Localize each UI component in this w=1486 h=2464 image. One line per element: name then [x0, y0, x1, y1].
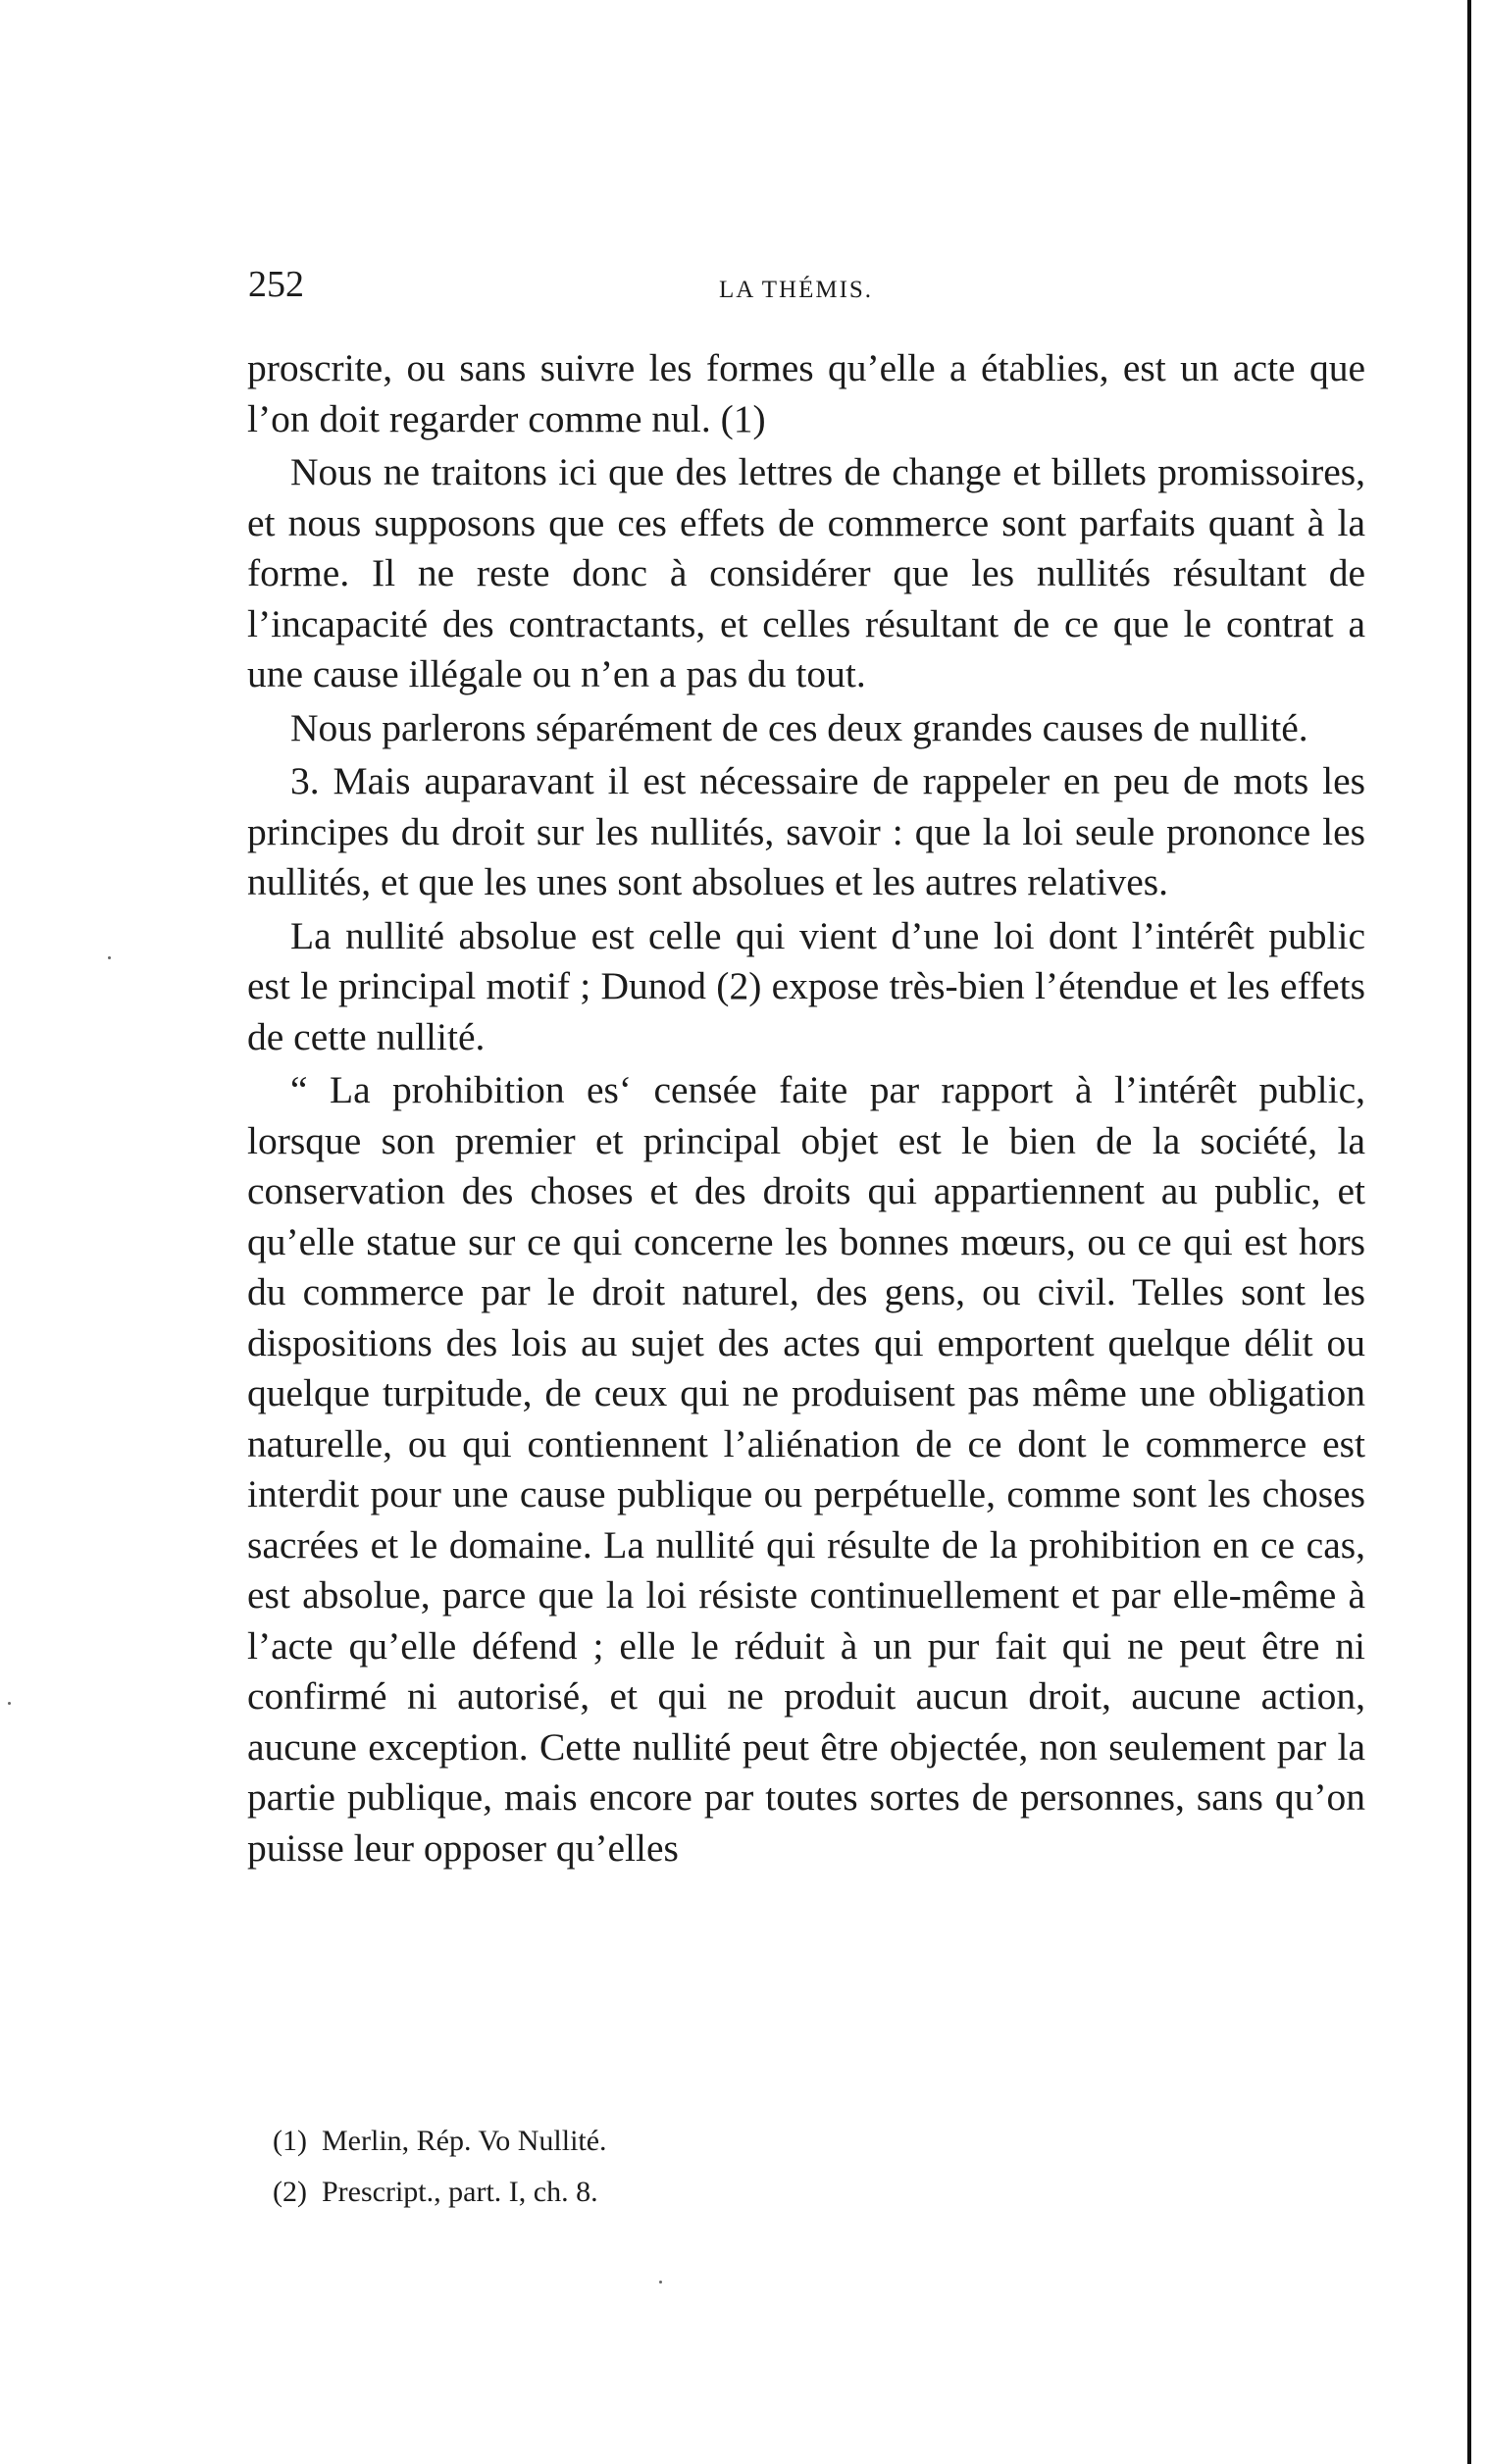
running-title: LA THÉMIS.	[719, 277, 874, 303]
paper-speck	[659, 2281, 662, 2284]
paragraph: Nous parlerons séparément de ces deux grandes causes de nullité.	[290, 705, 1308, 749]
paragraph: Nous ne traitons ici que des lettres de change et billets promissoires, et nous supposons que ces effets de commerce sont parfaits quant à la forme. Il ne reste donc à considérer que les nullités résultant de l’incapacité des contractants, et celles résultant de ce que le contrat a une cause illégale ou n’en a pas du tout.	[247, 450, 1365, 695]
paragraph: La nullité absolue est celle qui vient d’une loi dont l’intérêt public est le principal motif ; Dunod (2) expose très-bien l’étendue et les effets de cette nullité.	[247, 913, 1365, 1058]
paper-speck	[108, 956, 111, 959]
footnotes	[273, 2116, 1352, 2218]
footnote	[273, 2116, 1352, 2167]
page-edge-rule	[1467, 0, 1471, 2464]
footnote-mark: (1)	[273, 2125, 307, 2157]
body-text	[247, 343, 1365, 1876]
quoted-paragraph: “ La prohibition es‘ censée faite par rapport à l’intérêt public, lorsque son premier et principal objet est le bien de la société, la conservation des choses et des droits qui appartiennent au public, et qu’elle statue sur ce qui concerne les bonnes mœurs, ou ce qui est hors du commerce par le droit naturel, des gens, ou civil. Telles sont les dispositions des lois au sujet des actes qui emportent quelque délit ou quelque turpitude, de ceux qui ne produisent pas même une obligation naturelle, ou qui contiennent l’aliénation de ce dont le commerce est interdit pour une cause publique ou perpétuelle, comme sont les choses sacrées et le domaine. La nullité qui résulte de la prohibition en ce cas, est absolue, parce que la loi résiste continuellement et par elle-même à l’acte qu’elle défend ; elle le réduit à un pur fait qui ne peut être ni confirmé ni autorisé, et qui ne produit aucun droit, aucune action, aucune exception. Cette nullité peut être objectée, non seulement par la partie publique, mais encore par toutes sortes de personnes, sans qu’on puisse leur opposer qu’elles	[247, 1068, 1365, 1870]
page-number: 252	[248, 264, 304, 305]
footnote	[273, 2167, 1352, 2218]
footnote-mark: (2)	[273, 2176, 307, 2208]
paragraph: 3. Mais auparavant il est nécessaire de rappeler en peu de mots les principes du droit sur les nullités, savoir : que la loi seule prononce les nullités, et que les unes sont absolues et les autres relatives.	[247, 759, 1365, 903]
paragraph: proscrite, ou sans suivre les formes qu’elle a établies, est un acte que l’on doit regarder comme nul. (1)	[247, 346, 1365, 440]
footnote-text: Prescript., part. I, ch. 8.	[322, 2176, 598, 2208]
paper-speck	[8, 1702, 11, 1705]
footnote-text: Merlin, Rép. Vo Nullité.	[322, 2125, 607, 2157]
page-header	[248, 263, 1366, 312]
